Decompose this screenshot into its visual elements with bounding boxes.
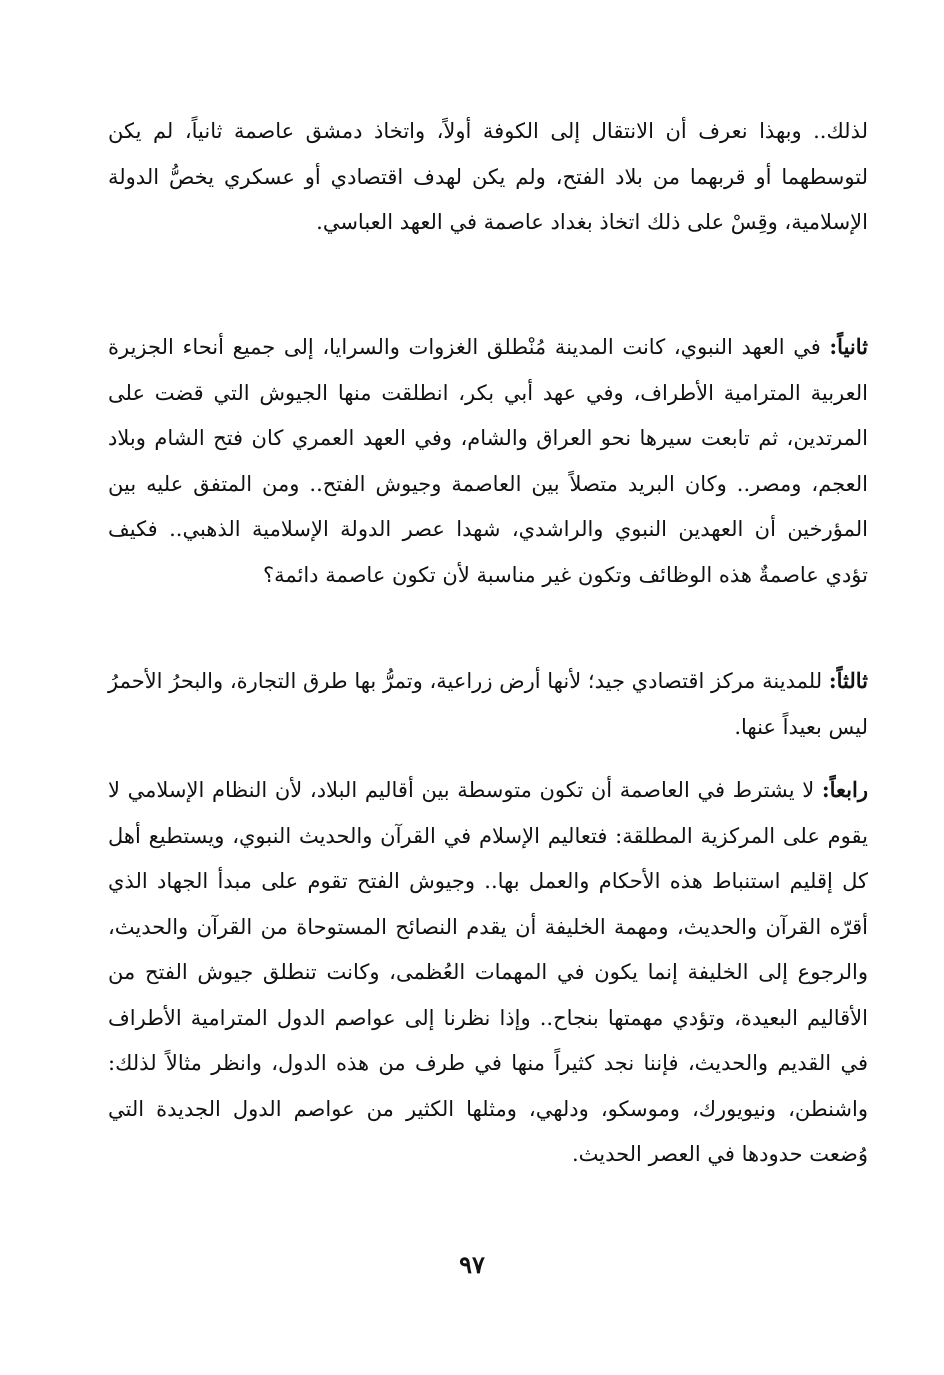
page-number: ٩٧ [459,1250,485,1279]
paragraph-2-text: في العهد النبوي، كانت المدينة مُنْطلق الغزوات والسرايا، إلى جميع أنحاء الجزيرة العربية المترامية الأطراف، وفي عهد أبي بكر، انطلقت منها الجيوش التي قضت على المرتدين، ثم تابعت سيرها نحو العراق والشام، وفي العهد العمري كان فتح الشام وبلاد العجم، ومصر.. وكان البريد متصلاً بين العاصمة وجيوش الفتح.. ومن المتفق عليه بين المؤرخين أن العهدين النبوي والراشدي، شهدا عصر الدولة الإسلامية الذهبي.. فكيف تؤدي عاصمةٌ هذه الوظائف وتكون غير مناسبة لأن تكون عاصمة دائمة؟ [108,335,868,587]
paragraph-1 [108,108,868,246]
paragraph-3-lead: ثالثاً: [828,668,868,693]
paragraph-4-text: لا يشترط في العاصمة أن تكون متوسطة بين أقاليم البلاد، لأن النظام الإسلامي لا يقوم على المركزية المطلقة: فتعاليم الإسلام في القرآن والحديث النبوي، ويستطيع أهل كل إقليم استنباط هذه الأحكام والعمل بها.. وجيوش الفتح تقوم على مبدأ الجهاد الذي أقرّه القرآن والحديث، ومهمة الخليفة أن يقدم النصائح المستوحاة من القرآن والحديث، والرجوع إلى الخليفة إنما يكون في المهمات العُظمى، وكانت تنطلق جيوش الفتح من الأقاليم البعيدة، وتؤدي مهمتها بنجاح.. وإذا نظرنا إلى عواصم الدول المترامية الأطراف في القديم والحديث، فإننا نجد كثيراً منها في طرف من هذه الدول، وانظر مثالاً لذلك: واشنطن، ونيويورك، وموسكو، ودلهي، ومثلها الكثير من عواصم الدول الجديدة التي وُضعت حدودها في العصر الحديث. [108,778,868,1166]
paragraph-2 [108,324,868,598]
paragraph-1-text: لذلك.. وبهذا نعرف أن الانتقال إلى الكوفة أولاً، واتخاذ دمشق عاصمة ثانياً، لم يكن لتوسطهما أو قربهما من بلاد الفتح، ولم يكن لهدف اقتصادي أو عسكري يخصُّ الدولة الإسلامية، وقِسْ على ذلك اتخاذ بغداد عاصمة في العهد العباسي. [108,119,868,234]
paragraph-3 [108,658,868,750]
paragraph-3-text: للمدينة مركز اقتصادي جيد؛ لأنها أرض زراعية، وتمرُّ بها طرق التجارة، والبحرُ الأحمرُ ليس بعيداً عنها. [108,669,868,739]
paragraph-4-lead: رابعاً: [821,777,868,802]
paragraph-4 [108,767,868,1178]
paragraph-2-lead: ثانياً: [829,334,868,359]
